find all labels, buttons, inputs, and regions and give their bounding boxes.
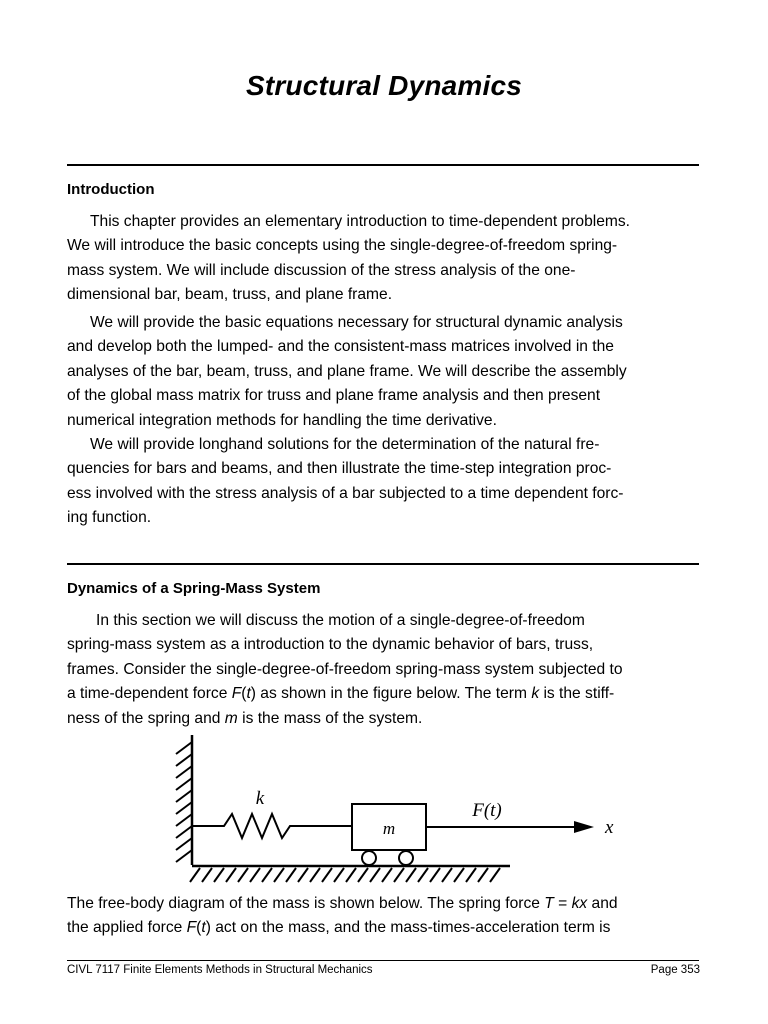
- text-line: dimensional bar, beam, truss, and plane frame.: [67, 286, 393, 304]
- hatch-mark: [346, 868, 356, 882]
- hatch-mark: [274, 868, 284, 882]
- text-line: [67, 892, 707, 916]
- wheel: [362, 851, 376, 865]
- math-symbol: F: [231, 685, 242, 703]
- text-run: The free-body diagram of the mass is shown below. The spring force: [67, 895, 545, 912]
- text-run: is the mass of the system.: [237, 709, 423, 727]
- hatch-mark: [394, 868, 404, 882]
- math-symbol: k: [531, 685, 540, 703]
- hatch-mark: [322, 868, 332, 882]
- text-line: and develop both the lumped- and the consistent-mass matrices involved in the: [67, 338, 614, 356]
- section-divider: [67, 164, 699, 166]
- text-line: analyses of the bar, beam, truss, and plane frame. We will describe the assembly: [67, 362, 627, 380]
- text-line: We will provide longhand solutions for the determination of the natural fre-: [90, 436, 600, 453]
- hatch-mark: [358, 868, 368, 882]
- text-run: the applied force: [67, 919, 187, 937]
- text-line: In this section we will discuss the motion of a single-degree-of-freedom: [96, 612, 585, 629]
- mass-label: m: [382, 819, 396, 838]
- hatch-mark: [202, 868, 212, 882]
- text-run: is the stiff-: [539, 685, 615, 703]
- hatch-mark: [298, 868, 308, 882]
- axis-label: x: [605, 817, 614, 838]
- hatch-mark: [334, 868, 344, 882]
- text-run: ness of the spring and: [67, 709, 225, 727]
- footer-rule: [67, 960, 699, 961]
- dynamics-paragraph-1: [67, 609, 707, 731]
- text-run: (: [196, 919, 202, 937]
- footer-course: CIVL 7117 Finite Elements Methods in Structural Mechanics: [67, 964, 373, 976]
- force-label: F(t): [472, 800, 502, 821]
- page-title: Structural Dynamics: [245, 70, 523, 101]
- hatch-mark: [406, 868, 416, 882]
- text-run: (: [241, 685, 247, 703]
- section-heading-dynamics: Dynamics of a Spring-Mass System: [67, 580, 321, 597]
- hatch-mark: [262, 868, 272, 882]
- footer-page-number: Page 353: [650, 964, 700, 976]
- text-line: [67, 916, 707, 940]
- text-line: of the global mass matrix for truss and plane frame analysis and then present: [67, 387, 601, 405]
- hatch-mark: [466, 868, 476, 882]
- hatch-mark: [190, 868, 200, 882]
- hatch-mark: [214, 868, 224, 882]
- intro-paragraph-1: [67, 210, 707, 308]
- text-run: a time-dependent force: [67, 685, 232, 703]
- hatch-mark: [370, 868, 380, 882]
- text-line: [67, 682, 707, 706]
- text-line: ess involved with the stress analysis of a bar subjected to a time dependent forc-: [67, 484, 624, 502]
- force-arrow-head: [574, 821, 594, 833]
- spring-mass-figure: [170, 730, 630, 890]
- wheel: [399, 851, 413, 865]
- wall-hatching: [176, 742, 192, 862]
- text-line: [67, 707, 707, 731]
- dynamics-paragraph-2: [67, 892, 707, 941]
- spring-label: k: [255, 788, 265, 809]
- hatch-mark: [490, 868, 500, 882]
- hatch-mark: [238, 868, 248, 882]
- intro-paragraph-3: [67, 433, 707, 531]
- hatch-mark: [250, 868, 260, 882]
- text-line: mass system. We will include discussion of the stress analysis of the one-: [67, 261, 576, 279]
- text-line: We will provide the basic equations necessary for structural dynamic analysis: [90, 314, 623, 331]
- text-run: ) as shown in the figure below. The term: [250, 685, 532, 703]
- hatch-mark: [286, 868, 296, 882]
- text-run: ) act on the mass, and the mass-times-acceleration term is: [205, 919, 611, 937]
- text-line: This chapter provides an elementary introduction to time-dependent problems.: [90, 213, 631, 230]
- text-line: spring-mass system as a introduction to the dynamic behavior of bars, truss,: [67, 636, 594, 654]
- math-symbol: T: [544, 895, 554, 912]
- hatch-mark: [418, 868, 428, 882]
- text-line: ing function.: [67, 509, 152, 527]
- spring: [192, 814, 352, 838]
- hatch-mark: [454, 868, 464, 882]
- section-heading-introduction: Introduction: [67, 181, 155, 198]
- text-line: frames. Consider the single-degree-of-freedom spring-mass system subjected to: [67, 660, 623, 678]
- hatch-mark: [430, 868, 440, 882]
- math-symbol: m: [224, 709, 238, 727]
- hatch-mark: [226, 868, 236, 882]
- text-line: numerical integration methods for handling the time derivative.: [67, 411, 497, 429]
- math-symbol: kx: [571, 895, 588, 912]
- floor-hatching: [190, 868, 500, 882]
- hatch-mark: [478, 868, 488, 882]
- text-run: and: [587, 895, 618, 912]
- section-divider: [67, 563, 699, 565]
- intro-paragraph-2: [67, 311, 707, 433]
- math-symbol: t: [246, 685, 251, 703]
- text-line: We will introduce the basic concepts using the single-degree-of-freedom spring-: [67, 237, 618, 255]
- hatch-mark: [310, 868, 320, 882]
- math-symbol: t: [201, 919, 206, 937]
- math-symbol: F: [186, 919, 197, 937]
- hatch-mark: [442, 868, 452, 882]
- text-line: quencies for bars and beams, and then illustrate the time-step integration proc-: [67, 460, 612, 478]
- text-run: =: [553, 895, 572, 912]
- hatch-mark: [382, 868, 392, 882]
